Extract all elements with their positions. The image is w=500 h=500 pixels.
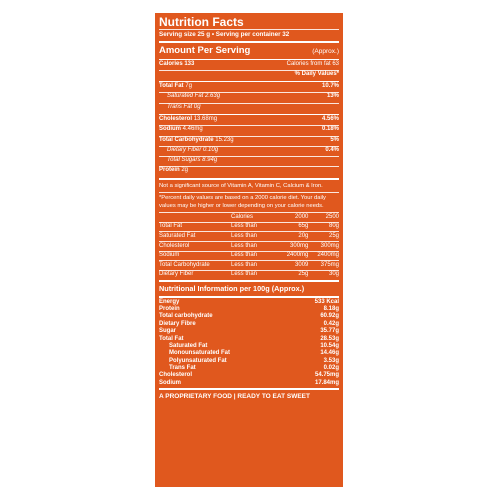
per100-row xyxy=(159,328,339,335)
per100-row xyxy=(159,365,339,372)
amount-per-serving: Amount Per Serving xyxy=(159,44,251,56)
nutrient-name: Total Carbohydrate xyxy=(159,136,214,143)
table-row xyxy=(159,232,339,242)
table-cell: Less than xyxy=(231,222,276,232)
per100-name: Polyunsaturated Fat xyxy=(169,357,227,364)
per100-value: 28.53g xyxy=(320,335,339,342)
table-cell: 2400mg xyxy=(276,251,308,261)
per100-value: 54.75mg xyxy=(314,372,339,379)
nutrient-row-protein xyxy=(159,167,339,176)
nutrient-row-sodium xyxy=(159,126,339,135)
nutrient-name: Saturated Fat xyxy=(167,93,204,100)
per100-value: 3.53g xyxy=(323,357,339,364)
per100-value: 0.02g xyxy=(323,365,339,372)
percent-daily-note: *Percent daily values are based on a 2000 calorie diet. Your daily values may be higher or lower depending on your calorie needs. xyxy=(159,195,326,209)
per100-value: 10.54g xyxy=(320,342,339,349)
table-cell: 25g xyxy=(298,271,309,278)
nutrient-dv: 10.7% xyxy=(321,83,339,90)
table-row xyxy=(159,242,339,252)
per100-name: Total Fat xyxy=(159,335,184,342)
nutrient-name: Dietary Fiber xyxy=(167,146,202,153)
per100-value: 60.92g xyxy=(320,313,339,320)
serving-info: Serving size 25 g • Serving per container 32 xyxy=(159,31,290,38)
amount-per-serving-row xyxy=(159,44,339,58)
per100-row xyxy=(159,372,339,379)
nutrient-row-trans-fat xyxy=(159,104,339,113)
table-cell xyxy=(159,213,231,222)
nutrient-dv: 4.56% xyxy=(321,115,339,122)
table-cell: 20g xyxy=(276,232,308,242)
nutrient-row-dietary-fiber xyxy=(159,147,339,156)
table-cell: Sodium xyxy=(159,251,231,261)
per100-name: Sugar xyxy=(159,328,177,335)
per100-name: Monounsaturated Fat xyxy=(169,350,230,357)
per100-name: Trans Fat xyxy=(169,365,196,372)
nutrient-dv: 13% xyxy=(326,93,339,100)
nutrient-name: Trans Fat xyxy=(167,103,193,110)
per100-row xyxy=(159,358,339,365)
nutrient-amount: 0g xyxy=(193,103,201,110)
nutrient-amount: 8.94g xyxy=(202,157,218,164)
per100-value: 35.77g xyxy=(320,328,339,335)
per100-value: 8.18g xyxy=(323,305,339,312)
nutrient-name: Sodium xyxy=(159,126,181,133)
per100-value: 17.84mg xyxy=(314,379,339,386)
nutrient-name: Cholesterol xyxy=(159,115,193,122)
table-row xyxy=(159,270,339,279)
nutrient-row-saturated-fat xyxy=(159,93,339,102)
table-header-row xyxy=(159,213,339,222)
per100-name: Saturated Fat xyxy=(169,342,208,349)
nutrient-row-total-fat xyxy=(159,83,339,92)
per100-row xyxy=(159,380,339,387)
nutrient-dv: 5% xyxy=(330,136,339,143)
per100-value: 0.42g xyxy=(323,320,339,327)
nutrient-name: Total Sugars xyxy=(167,157,201,164)
table-cell: 2000 xyxy=(276,213,308,222)
per100-row xyxy=(159,299,339,306)
nutrient-row-total-sugars xyxy=(159,157,339,166)
calories-row xyxy=(159,61,339,70)
per100-name: Sodium xyxy=(159,379,181,386)
table-row xyxy=(159,222,339,232)
table-cell: 375mg xyxy=(308,261,339,271)
nutrient-row-total-carbohydrate xyxy=(159,137,339,146)
nutrition-label xyxy=(155,13,343,487)
nutrient-dv: 0.18% xyxy=(321,126,339,133)
nutrient-amount: 2.63g xyxy=(205,93,221,100)
nutrient-row-cholesterol xyxy=(159,116,339,125)
per100-value: 533 Kcal xyxy=(314,298,339,305)
table-cell: Cholesterol xyxy=(159,242,231,252)
per100-value: 14.46g xyxy=(320,350,339,357)
per100-row xyxy=(159,343,339,350)
table-cell: Calories xyxy=(231,213,276,222)
per100-name: Protein xyxy=(159,305,180,312)
nutrient-dv: 0.4% xyxy=(325,146,339,153)
nutrient-name: Total Fat xyxy=(159,83,184,90)
table-cell: Dietary Fiber xyxy=(159,271,194,278)
table-cell: 300mg xyxy=(308,242,339,252)
table-cell: Total Carbohydrate xyxy=(159,261,231,271)
calories-label: Calories 133 xyxy=(159,60,195,67)
per100-row xyxy=(159,306,339,313)
table-cell: 30g xyxy=(328,271,339,278)
table-row xyxy=(159,261,339,271)
nutrient-amount: 7g xyxy=(185,83,192,90)
daily-values-header: % Daily Values* xyxy=(294,71,339,78)
label-title: Nutrition Facts xyxy=(159,15,244,29)
table-cell: Less than xyxy=(231,261,276,271)
table-cell: Less than xyxy=(231,232,276,242)
nutrient-name: Protein xyxy=(159,167,180,174)
table-cell: 80g xyxy=(308,222,339,232)
table-cell: Saturated Fat xyxy=(159,232,231,242)
per100-row xyxy=(159,321,339,328)
not-significant-note: Not a significant source of Vitamin A, Vitamin C, Calcium & Iron. xyxy=(159,182,323,189)
calories-from-fat: Calories from fat 63 xyxy=(286,60,339,67)
table-cell: 65g xyxy=(276,222,308,232)
per100-row xyxy=(159,313,339,320)
nutrient-amount: 0.10g xyxy=(203,146,219,153)
table-cell: Less than xyxy=(231,251,276,261)
table-row xyxy=(159,251,339,261)
approx-label: (Approx.) xyxy=(312,47,339,55)
table-cell: Total Fat xyxy=(159,222,231,232)
table-cell: 3009 xyxy=(276,261,308,271)
table-cell: Less than xyxy=(231,271,258,278)
table-cell: 2500 xyxy=(308,213,339,222)
table-cell: 25g xyxy=(308,232,339,242)
per100-name: Cholesterol xyxy=(159,372,193,379)
per100-name: Total carbohydrate xyxy=(159,313,213,320)
per100-row xyxy=(159,350,339,357)
per100-row xyxy=(159,336,339,343)
daily-value-table xyxy=(159,213,339,279)
per100-title: Nutritional Information per 100g (Approx.) xyxy=(159,284,305,294)
per100-name: Dietary Fibre xyxy=(159,320,196,327)
table-cell: Less than xyxy=(231,242,276,252)
table-cell: 300mg xyxy=(276,242,308,252)
nutrient-amount: 4.46mg xyxy=(182,126,203,133)
label-footer: A PROPRIETARY FOOD | READY TO EAT SWEET xyxy=(159,393,310,401)
table-cell: 2400mg xyxy=(308,251,339,261)
nutrient-amount: 13.68mg xyxy=(193,115,218,122)
per100-name: Energy xyxy=(159,298,180,305)
nutrient-amount: 15.23g xyxy=(215,136,234,143)
nutrient-amount: 2g xyxy=(181,167,189,174)
